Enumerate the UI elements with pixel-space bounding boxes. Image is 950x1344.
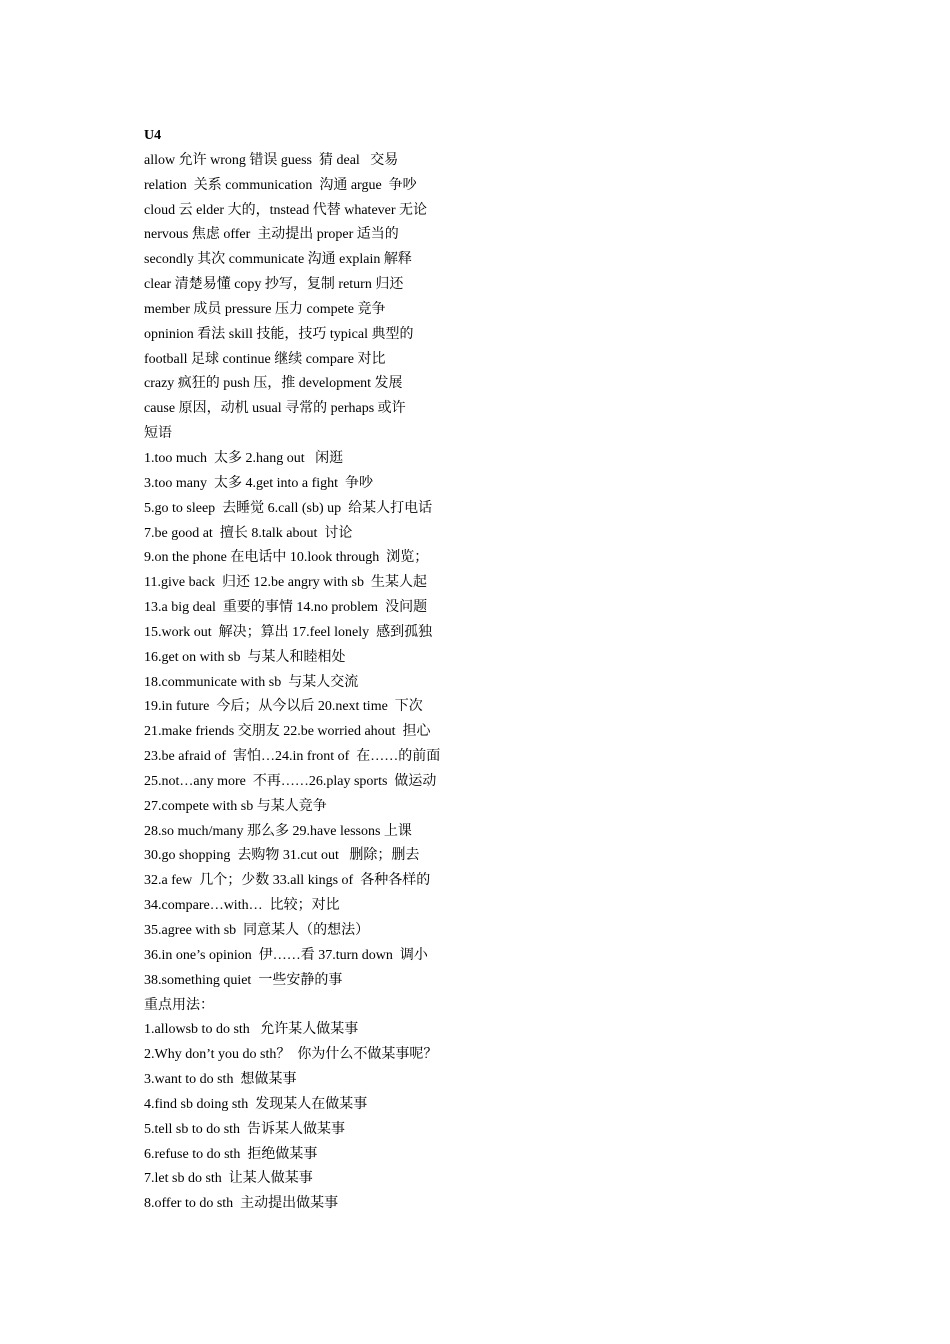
text-line: 4.find sb doing sth 发现某人在做某事 [144,1096,368,1112]
text-line: 34.compare…with… 比较；对比 [144,898,340,914]
text-line: 6.refuse to do sth 拒绝做某事 [144,1146,318,1162]
text-line: 13.a big deal 重要的事情 14.no problem 没问题 [144,600,428,616]
text-line: 3.want to do sth 想做某事 [144,1072,297,1088]
text-line: secondly 其次 communicate 沟通 explain 解释 [144,252,412,268]
text-line: 11.give back 归还 12.be angry with sb 生某人起 [144,575,427,591]
text-line: member 成员 pressure 压力 compete 竞争 [144,301,386,317]
text-line: 15.work out 解决；算出 17.feel lonely 感到孤独 [144,624,433,640]
text-line: 3.too many 太多 4.get into a fight 争吵 [144,475,374,491]
text-line: 38.something quiet 一些安静的事 [144,972,343,988]
text-line: 9.on the phone 在电话中 10.look through 浏览； [144,550,429,566]
text-line: cause 原因，动机 usual 寻常的 perhaps 或许 [144,401,406,417]
text-line: 16.get on with sb 与某人和睦相处 [144,649,346,665]
text-line: football 足球 continue 继续 compare 对比 [144,351,386,367]
text-line: 7.let sb do sth 让某人做某事 [144,1171,313,1187]
text-line: 7.be good at 擅长 8.talk about 讨论 [144,525,353,541]
text-line: 36.in one’s opinion 伊……看 37.turn down 调小 [144,947,428,963]
text-line: 重点用法： [144,997,214,1013]
document-body [144,149,844,1217]
text-line: 35.agree with sb 同意某人（的想法） [144,923,370,938]
text-line: cloud 云 elder 大的，tnstead 代替 whatever 无论 [144,202,428,218]
text-line: nervous 焦虑 offer 主动提出 proper 适当的 [144,227,399,243]
text-line: 28.so much/many 那么多 29.have lessons 上课 [144,823,412,839]
document-page [144,124,844,1217]
text-line: 18.communicate with sb 与某人交流 [144,674,359,690]
document-title: U4 [144,128,162,143]
text-line: 25.not…any more 不再……26.play sports 做运动 [144,773,437,789]
text-line: 短语 [144,426,172,442]
text-line: clear 清楚易懂 copy 抄写，复制 return 归还 [144,277,404,293]
text-line: 1.allowsb to do sth 允许某人做某事 [144,1022,359,1038]
text-line: 1.too much 太多 2.hang out 闲逛 [144,450,344,466]
text-line: 32.a few 几个；少数 33.all kings of 各种各样的 [144,873,431,889]
text-line: 30.go shopping 去购物 31.cut out 删除；删去 [144,848,420,864]
text-line: relation 关系 communication 沟通 argue 争吵 [144,177,417,193]
text-line: opninion 看法 skill 技能，技巧 typical 典型的 [144,326,414,342]
text-line: 19.in future 今后；从今以后 20.next time 下次 [144,699,423,715]
text-line: 5.tell sb to do sth 告诉某人做某事 [144,1121,346,1137]
text-line: 5.go to sleep 去睡觉 6.call (sb) up 给某人打电话 [144,500,433,516]
text-line: 2.Why don’t you do sth？ 你为什么不做某事呢？ [144,1047,438,1063]
text-line: 21.make friends 交朋友 22.be worried ahout 担心 [144,724,431,740]
text-line: 8.offer to do sth 主动提出做某事 [144,1196,339,1212]
text-line: 23.be afraid of 害怕…24.in front of 在……的前面 [144,749,441,765]
text-line: allow 允许 wrong 错误 guess 猜 deal 交易 [144,152,399,168]
text-line: 27.compete with sb 与某人竞争 [144,798,327,814]
text-line: crazy 疯狂的 push 压，推 development 发展 [144,376,403,392]
